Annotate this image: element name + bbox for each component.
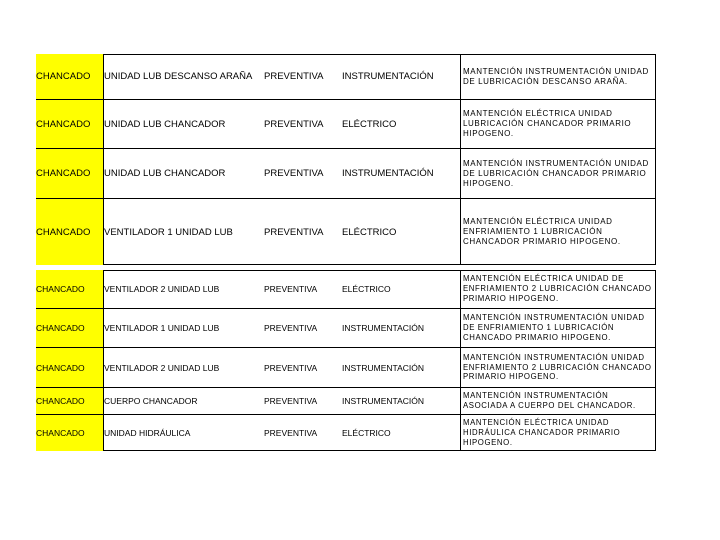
equipment-cell: VENTILADOR 1 UNIDAD LUB bbox=[104, 226, 233, 238]
table-row bbox=[36, 414, 655, 451]
area-cell: CHANCADO bbox=[36, 388, 104, 414]
maintenance-table-bottom bbox=[36, 270, 655, 451]
description-cell: MANTENCIÓN ELÉCTRICA UNIDAD ENFRIAMIENTO 1 LUBRICACIÓN CHANCADOR PRIMARIO HIPOGENO. bbox=[460, 199, 655, 265]
area-cell: CHANCADO bbox=[36, 309, 104, 347]
table-row bbox=[36, 387, 655, 414]
description-cell: MANTENCIÓN INSTRUMENTACIÓN UNIDAD DE LUBRICACIÓN CHANCADOR PRIMARIO HIPOGENO. bbox=[460, 149, 655, 198]
equipment-cell: VENTILADOR 2 UNIDAD LUB bbox=[104, 284, 220, 294]
table-row bbox=[36, 308, 655, 347]
area-cell: CHANCADO bbox=[36, 348, 104, 387]
equipment-cell: UNIDAD LUB DESCANSO ARAÑA bbox=[104, 71, 253, 82]
description-cell: MANTENCIÓN ELÉCTRICA UNIDAD HIDRÁULICA CHANCADOR PRIMARIO HIPOGENO. bbox=[460, 415, 655, 451]
table-row bbox=[36, 54, 655, 99]
table-row bbox=[36, 148, 655, 198]
description-cell: MANTENCIÓN INSTRUMENTACIÓN UNIDAD DE LUBRICACIÓN DESCANSO ARAÑA. bbox=[460, 54, 655, 99]
type-cell: PREVENTIVA bbox=[264, 323, 318, 333]
equipment-cell: UNIDAD LUB CHANCADOR bbox=[104, 168, 226, 179]
maintenance-table-top bbox=[36, 54, 655, 265]
area-cell: CHANCADO bbox=[36, 100, 104, 148]
type-cell: PREVENTIVA bbox=[264, 118, 324, 130]
specialty-cell: INSTRUMENTACIÓN bbox=[342, 71, 434, 82]
area-cell: CHANCADO bbox=[36, 415, 104, 451]
table-row bbox=[36, 198, 655, 265]
description-cell: MANTENCIÓN ELÉCTRICA UNIDAD LUBRICACIÓN CHANCADOR PRIMARIO HIPOGENO. bbox=[460, 100, 655, 148]
table-row bbox=[36, 347, 655, 387]
type-cell: PREVENTIVA bbox=[264, 284, 318, 294]
description-cell: MANTENCIÓN INSTRUMENTACIÓN ASOCIADA A CUERPO DEL CHANCADOR. bbox=[460, 388, 655, 414]
equipment-cell: CUERPO CHANCADOR bbox=[104, 396, 198, 406]
type-cell: PREVENTIVA bbox=[264, 226, 324, 238]
area-cell: CHANCADO bbox=[36, 199, 104, 265]
specialty-cell: ELÉCTRICO bbox=[342, 226, 397, 238]
specialty-cell: INSTRUMENTACIÓN bbox=[342, 168, 434, 179]
specialty-cell: INSTRUMENTACIÓN bbox=[342, 396, 425, 406]
description-cell: MANTENCIÓN INSTRUMENTACIÓN UNIDAD ENFRIAMIENTO 2 LUBRICACIÓN CHANCADO PRIMARIO HIPOGENO. bbox=[460, 348, 655, 387]
equipment-cell: UNIDAD HIDRÁULICA bbox=[104, 428, 191, 438]
type-cell: PREVENTIVA bbox=[264, 168, 324, 179]
description-cell: MANTENCIÓN INSTRUMENTACIÓN UNIDAD DE ENFRIAMIENTO 1 LUBRICACIÓN CHANCADO PRIMARIO HIPOGENO. bbox=[460, 309, 655, 347]
specialty-cell: ELÉCTRICO bbox=[342, 428, 391, 438]
equipment-cell: UNIDAD LUB CHANCADOR bbox=[104, 118, 226, 130]
equipment-cell: VENTILADOR 2 UNIDAD LUB bbox=[104, 362, 220, 373]
type-cell: PREVENTIVA bbox=[264, 428, 318, 438]
table-row bbox=[36, 99, 655, 148]
specialty-cell: INSTRUMENTACIÓN bbox=[342, 323, 425, 333]
area-cell: CHANCADO bbox=[36, 54, 104, 99]
type-cell: PREVENTIVA bbox=[264, 362, 318, 373]
table-row bbox=[36, 270, 655, 308]
specialty-cell: INSTRUMENTACIÓN bbox=[342, 362, 425, 373]
area-cell: CHANCADO bbox=[36, 270, 104, 308]
specialty-cell: ELÉCTRICO bbox=[342, 284, 391, 294]
description-cell: MANTENCIÓN ELÉCTRICA UNIDAD DE ENFRIAMIENTO 2 LUBRICACIÓN CHANCADO PRIMARIO HIPOGENO. bbox=[460, 270, 655, 308]
type-cell: PREVENTIVA bbox=[264, 71, 324, 82]
type-cell: PREVENTIVA bbox=[264, 396, 318, 406]
equipment-cell: VENTILADOR 1 UNIDAD LUB bbox=[104, 323, 220, 333]
area-cell: CHANCADO bbox=[36, 149, 104, 198]
specialty-cell: ELÉCTRICO bbox=[342, 118, 397, 130]
